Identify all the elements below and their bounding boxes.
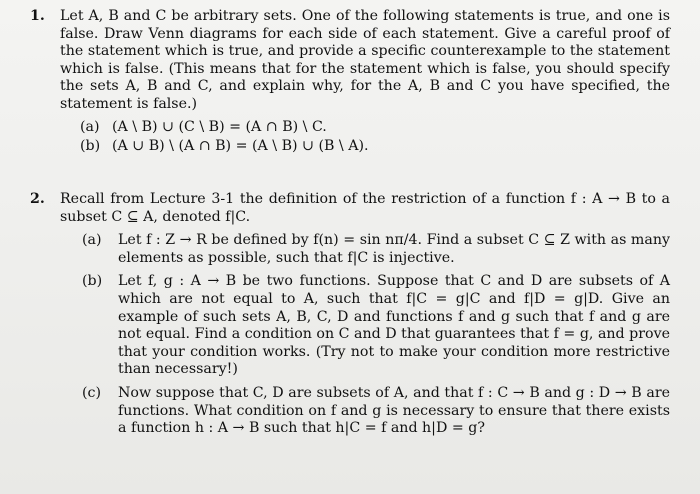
- problem-2-text: Recall from Lecture 3-1 the definition of the restriction of a function f : A → B to a subset C ⊆ A, denoted f|C.: [60, 191, 670, 225]
- item-text: Let f : Z → R be defined by f(n) = sin nπ/4. Find a subset C ⊆ Z with as many elements as possible, such that f|C is injective.: [118, 232, 670, 266]
- problem-2-item-a: [82, 232, 670, 267]
- problem-1: [30, 8, 670, 156]
- problem-1-item-a: [80, 119, 670, 137]
- item-label: (a): [80, 118, 100, 135]
- item-text: Now suppose that C, D are subsets of A, and that f : C → B and g : D → B are functions. What condition on f and g is necessary to ensure that there exists a function h : A → B such that h|C = f and h|D = g?: [118, 384, 670, 437]
- item-text: (A ∪ B) \ (A ∩ B) = (A \ B) ∪ (B \ A).: [112, 138, 369, 155]
- item-label: (c): [82, 384, 102, 401]
- problem-2-item-c: [82, 385, 670, 438]
- problem-number: 2.: [30, 191, 45, 207]
- problem-number: 1.: [30, 8, 45, 24]
- problem-2-item-b: [82, 273, 670, 379]
- item-label: (a): [82, 232, 102, 249]
- item-text: Let f, g : A → B be two functions. Suppose that C and D are subsets of A which are not equal to A, such that f|C = g|C and f|D = g|D. Give an example of such sets A, B, C, D and functions f and g such that f and g are not equal. Find a condition on C and D that guarantees that f = g, and prove that your condition works. (Try not to make your condition more restrictive than necessary!): [118, 273, 670, 378]
- problem-2: [30, 191, 670, 438]
- item-label: (b): [82, 273, 103, 290]
- problem-1-text: Let A, B and C be arbitrary sets. One of the following statements is true, and one is false. Draw Venn diagrams for each side of each statement. Give a careful proof of the statement which is true, and provide a specific counterexample to the statement which is false. (This means that for the statement which is false, you should specify the sets A, B and C, and explain why, for the A, B and C you have specified, the statement is false.): [60, 8, 670, 112]
- item-text: (A \ B) ∪ (C \ B) = (A ∩ B) \ C.: [112, 118, 327, 135]
- problem-1-item-b: [80, 138, 670, 156]
- item-label: (b): [80, 138, 101, 155]
